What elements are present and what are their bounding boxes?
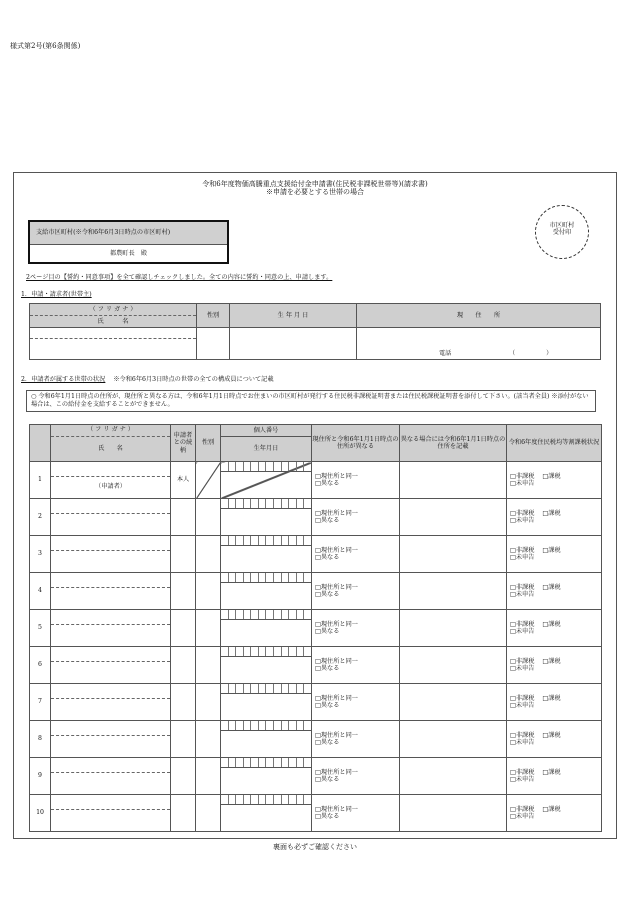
section2-heading: 2．申請者が属する世帯の状況 [21,376,106,383]
furigana-field[interactable] [51,610,170,625]
birth-field[interactable] [221,768,311,794]
furigana-field[interactable] [51,647,170,662]
row-number: 9 [30,758,51,795]
checkbox-taxable[interactable]: □課税 [542,768,561,776]
s1-name-header: 氏 名 [97,318,129,325]
checkbox-unfiled[interactable]: □未申告 [510,665,535,672]
address-box [28,220,229,264]
checkbox-non-taxable[interactable]: □非課税 [510,546,535,554]
checkbox-different-address[interactable]: □異なる [315,554,340,561]
s2-birth-header: 生年月日 [253,445,279,452]
name-field[interactable] [51,625,170,645]
gender-field[interactable] [196,684,221,721]
row-number: 1 [30,462,51,499]
checkbox-same-address[interactable]: □現住所と同一 [315,694,358,702]
checkbox-non-taxable[interactable]: □非課税 [510,731,535,739]
birth-field[interactable] [221,694,311,720]
checkbox-unfiled[interactable]: □未申告 [510,517,535,524]
relation-field[interactable] [171,647,196,684]
relation-field[interactable] [171,795,196,832]
s1-phone-label: 電話 [439,349,452,357]
applicant-table [29,303,601,360]
checkbox-unfiled[interactable]: □未申告 [510,554,535,561]
relation-field[interactable] [171,684,196,721]
checkbox-different-address[interactable]: □異なる [315,591,340,598]
gender-field[interactable] [196,536,221,573]
table-row [30,499,602,536]
name-field[interactable] [51,662,170,682]
checkbox-same-address[interactable]: □現住所と同一 [315,620,358,628]
s2-relation-header: 申請者との続柄 [171,425,196,462]
stamp-line2: 受付印 [552,229,572,237]
address-box-municipality: 支給市区町村(※令和6年6月3日時点の市区町村) [30,222,227,245]
table-row [30,610,602,647]
checkbox-non-taxable[interactable]: □非課税 [510,657,535,665]
furigana-field[interactable] [51,684,170,699]
gender-field-disabled [196,462,221,499]
name-field[interactable] [51,514,170,534]
gender-field[interactable] [196,647,221,684]
previous-address-field[interactable] [400,758,507,795]
gender-field[interactable] [196,573,221,610]
title-line2: ※申請を必要とする世帯の場合 [266,188,364,197]
checkbox-taxable[interactable]: □課税 [542,805,561,813]
birth-field[interactable] [221,657,311,683]
gender-field[interactable] [196,721,221,758]
checkbox-taxable[interactable]: □課税 [542,620,561,628]
s1-furigana-header: （ フ リ ガ ナ ） [30,304,196,316]
row-number: 6 [30,647,51,684]
checkbox-non-taxable[interactable]: □非課税 [510,805,535,813]
relation-field[interactable] [171,758,196,795]
previous-address-field[interactable] [400,462,507,499]
checkbox-different-address[interactable]: □異なる [315,813,340,820]
relation-field[interactable] [171,573,196,610]
table-row [30,462,602,499]
furigana-field[interactable] [51,721,170,736]
s1-phone-paren: （ ） [509,349,553,357]
section1-heading: 1．申請・請求者(世帯主) [21,291,92,298]
form-number: 様式第2号(第6条関係) [10,42,81,50]
row-number: 5 [30,610,51,647]
table-row [30,721,602,758]
relation-field[interactable] [171,610,196,647]
checkbox-non-taxable[interactable]: □非課税 [510,509,535,517]
checkbox-same-address[interactable]: □現住所と同一 [315,509,358,517]
checkbox-different-address[interactable]: □異なる [315,739,340,746]
checkbox-different-address[interactable]: □異なる [315,628,340,635]
checkbox-different-address[interactable]: □異なる [315,665,340,672]
table-row [30,647,602,684]
relation-field[interactable] [171,721,196,758]
checkbox-non-taxable[interactable]: □非課税 [510,472,535,480]
name-field[interactable] [51,588,170,608]
furigana-field[interactable] [51,499,170,514]
s1-birth-header: 生 年 月 日 [230,304,357,328]
relation-field[interactable] [171,499,196,536]
checkbox-same-address[interactable]: □現住所と同一 [315,768,358,776]
checkbox-same-address[interactable]: □現住所と同一 [315,472,358,480]
stamp-line1: 市区町村 [549,222,575,229]
checkbox-taxable[interactable]: □課税 [542,731,561,739]
checkbox-unfiled[interactable]: □未申告 [510,813,535,820]
name-field[interactable] [51,773,170,793]
table-row [30,758,602,795]
birth-field[interactable] [221,731,311,757]
row-number: 8 [30,721,51,758]
reception-stamp [535,205,589,259]
s1-furigana-field[interactable] [30,328,196,339]
checkbox-unfiled[interactable]: □未申告 [510,628,535,635]
s2-address-diff-header: 現住所と令和6年1月1日時点の住所が異なる [312,425,400,462]
birth-field [221,472,311,498]
s2-name-header: 氏 名 [98,444,123,452]
row-number: 10 [30,795,51,832]
name-field[interactable] [51,736,170,756]
name-field[interactable] [51,699,170,719]
s1-address-field[interactable] [357,328,601,360]
gender-field[interactable] [196,758,221,795]
checkbox-taxable[interactable]: □課税 [542,509,561,517]
checkbox-non-taxable[interactable]: □非課税 [510,768,535,776]
furigana-field[interactable] [51,573,170,588]
previous-address-field[interactable] [400,795,507,832]
checkbox-taxable[interactable]: □課税 [542,694,561,702]
checkbox-same-address[interactable]: □現住所と同一 [315,583,358,591]
checkbox-same-address[interactable]: □現住所と同一 [315,546,358,554]
furigana-field[interactable] [51,795,170,810]
furigana-field[interactable] [51,462,170,477]
s2-furigana-header: （ フ リ ガ ナ ） [51,426,170,437]
previous-address-field[interactable] [400,647,507,684]
checkbox-taxable[interactable]: □課税 [542,546,561,554]
furigana-field[interactable] [51,758,170,773]
checkbox-taxable[interactable]: □課税 [542,472,561,480]
birth-field[interactable] [221,805,311,831]
previous-address-field[interactable] [400,721,507,758]
checkbox-non-taxable[interactable]: □非課税 [510,620,535,628]
checkbox-unfiled[interactable]: □未申告 [510,776,535,783]
previous-address-field[interactable] [400,573,507,610]
checkbox-same-address[interactable]: □現住所と同一 [315,731,358,739]
checkbox-unfiled[interactable]: □未申告 [510,739,535,746]
birth-field[interactable] [221,620,311,646]
checkbox-unfiled[interactable]: □未申告 [510,480,535,487]
applicant-label: （申請者） [95,483,126,490]
s2-mynumber-header: 個人番号 [221,425,311,437]
name-field[interactable] [51,551,170,571]
name-field[interactable] [51,810,170,830]
s1-birth-field[interactable] [230,328,357,360]
row-number: 2 [30,499,51,536]
checkbox-non-taxable[interactable]: □非課税 [510,694,535,702]
s1-address-header: 現 住 所 [357,304,601,328]
row-number: 7 [30,684,51,721]
s1-gender-header: 性別 [197,304,230,328]
footer-note: 裏面も必ずご確認ください [273,843,357,851]
checkbox-non-taxable[interactable]: □非課税 [510,583,535,591]
checkbox-taxable[interactable]: □課税 [542,583,561,591]
s1-name-field[interactable] [30,339,196,359]
checkbox-different-address[interactable]: □異なる [315,776,340,783]
form-title [13,180,617,196]
table-row [30,684,602,721]
pledge-statement: 2ページ目の【誓約・同意事項】を全て確認しチェックしました。全ての内容に誓約・同意の上、申請します。 [26,274,333,281]
title-line1: 令和6年度物価高騰重点支援給付金申請書(住民税非課税世帯等)(請求書) [202,180,428,188]
s1-gender-field[interactable] [197,328,230,360]
household-table [29,424,602,832]
relation-field[interactable] [171,536,196,573]
previous-address-field[interactable] [400,499,507,536]
attachment-notice: ○ 令和6年1月1日時点の住所が、現住所と異なる方は、令和6年1月1日時点でお住まいの市区町村が発行する住民税非課税証明書または住民税課税証明書を添付して下さい。(該当者全員) ※添付がない場合は、この給付金を支給することができません。 [26,390,596,412]
gender-field[interactable] [196,610,221,647]
table-row [30,573,602,610]
table-row [30,536,602,573]
gender-field[interactable] [196,499,221,536]
birth-field[interactable] [221,583,311,609]
gender-field[interactable] [196,795,221,832]
checkbox-unfiled[interactable]: □未申告 [510,702,535,709]
checkbox-same-address[interactable]: □現住所と同一 [315,805,358,813]
checkbox-taxable[interactable]: □課税 [542,657,561,665]
checkbox-different-address[interactable]: □異なる [315,480,340,487]
checkbox-different-address[interactable]: □異なる [315,517,340,524]
address-box-mayor: 都農町長 殿 [109,250,148,257]
row-number: 4 [30,573,51,610]
checkbox-same-address[interactable]: □現住所と同一 [315,657,358,665]
table-row [30,795,602,832]
section2-heading-note: ※令和6年6月3日時点の世帯の全ての構成員について記載 [113,376,274,383]
section2-heading-wrap [21,376,274,383]
previous-address-field[interactable] [400,684,507,721]
s2-tax-header: 令和6年度住民税均等割課税状況 [507,425,602,462]
previous-address-field[interactable] [400,536,507,573]
s2-address-entry-header: 異なる場合には令和6年1月1日時点の住所を記載 [400,425,507,462]
birth-field[interactable] [221,509,311,535]
s2-gender-header: 性別 [196,425,221,462]
checkbox-different-address[interactable]: □異なる [315,702,340,709]
furigana-field[interactable] [51,536,170,551]
birth-field[interactable] [221,546,311,572]
relation-value: 本人 [171,462,196,499]
checkbox-unfiled[interactable]: □未申告 [510,591,535,598]
previous-address-field[interactable] [400,610,507,647]
row-number: 3 [30,536,51,573]
